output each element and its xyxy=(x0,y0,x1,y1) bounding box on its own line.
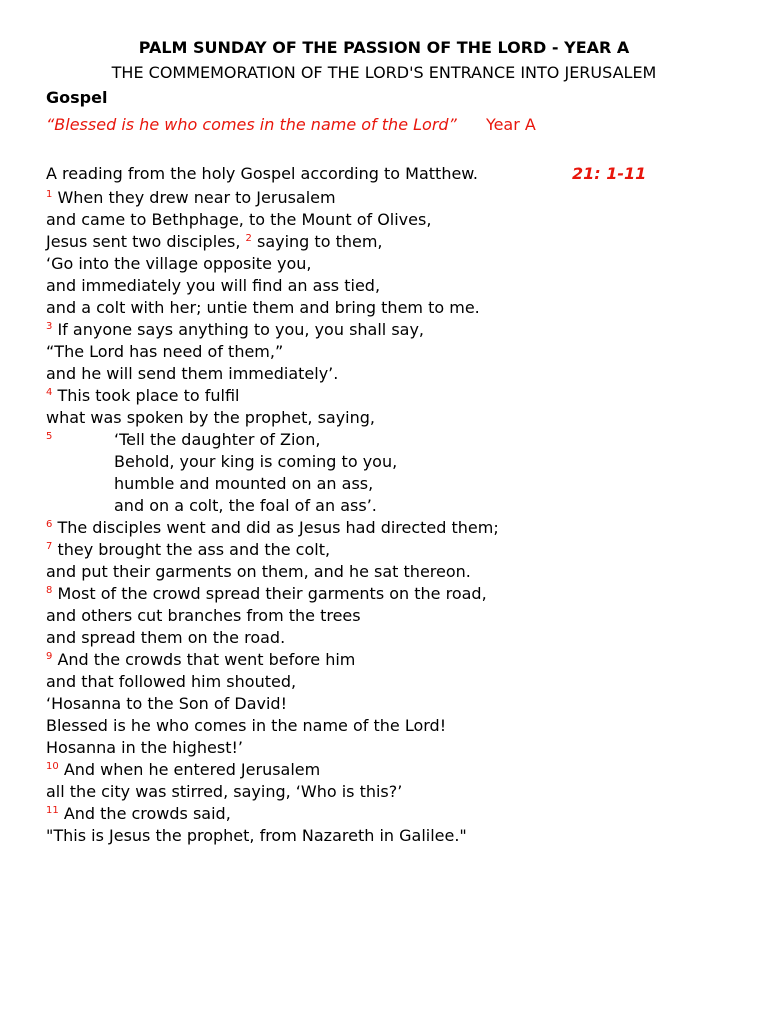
verse-number: 2 xyxy=(245,233,252,244)
verse-line: ‘Hosanna to the Son of David! xyxy=(46,694,287,713)
verse-line: humble and mounted on an ass, xyxy=(114,474,374,493)
section-label: Gospel xyxy=(46,88,108,107)
verse-line: and came to Bethphage, to the Mount of Olives, xyxy=(46,210,432,229)
verse-number: 1 xyxy=(46,189,53,200)
verse-line: “The Lord has need of them,” xyxy=(46,342,284,361)
verse-number: 5 xyxy=(46,431,53,442)
verse-line: Blessed is he who comes in the name of the Lord! xyxy=(46,716,447,735)
gospel-acclamation xyxy=(46,114,536,136)
verse-line: $^{10}$ And when he entered Jerusalem xyxy=(46,760,321,779)
verse-line: $^1$ When they drew near to Jerusalem xyxy=(46,188,336,207)
verse-number: 10 xyxy=(46,761,59,772)
verse-line: and others cut branches from the trees xyxy=(46,606,361,625)
verse-number: 6 xyxy=(46,519,53,530)
verse-line: $^5$ ‘Tell the daughter of Zion, xyxy=(46,430,321,449)
verse-line: $^6$ The disciples went and did as Jesus had directed them; xyxy=(46,518,499,537)
verse-line: and spread them on the road. xyxy=(46,628,286,647)
verse-line: $^{11}$ And the crowds said, xyxy=(46,804,231,823)
verse-number: 11 xyxy=(46,805,59,816)
verse-line: Jesus sent two disciples, $^2$ saying to them, xyxy=(46,232,383,251)
reading-intro: A reading from the holy Gospel according to Matthew. xyxy=(46,164,478,183)
verse-line: "This is Jesus the prophet, from Nazareth in Galilee." xyxy=(46,826,467,845)
verse-line: ‘Go into the village opposite you, xyxy=(46,254,312,273)
verse-line: and on a colt, the foal of an ass’. xyxy=(114,496,377,515)
acclamation-text: “Blessed is he who comes in the name of the Lord” xyxy=(46,115,457,134)
page-title: PALM SUNDAY OF THE PASSION OF THE LORD - YEAR A xyxy=(138,38,630,57)
verse-line: Behold, your king is coming to you, xyxy=(114,452,398,471)
verse-number: 3 xyxy=(46,321,53,332)
verse-line: $^7$ they brought the ass and the colt, xyxy=(46,540,331,559)
verse-line: Hosanna in the highest!’ xyxy=(46,738,243,757)
verse-line: all the city was stirred, saying, ‘Who is this?’ xyxy=(46,782,403,801)
verse-line: $^3$ If anyone says anything to you, you shall say, xyxy=(46,320,425,339)
verse-line: $^9$ And the crowds that went before him xyxy=(46,650,356,669)
verse-number: 7 xyxy=(46,541,53,552)
verse-line: and a colt with her; untie them and bring them to me. xyxy=(46,298,480,317)
acclamation-year: Year A xyxy=(485,115,536,134)
verse-number: 8 xyxy=(46,585,53,596)
verse-number: 4 xyxy=(46,387,53,398)
verse-number: 9 xyxy=(46,651,53,662)
verse-line: $^4$ This took place to fulfil xyxy=(46,386,240,405)
verse-line: and that followed him shouted, xyxy=(46,672,297,691)
verse-line: and put their garments on them, and he sat thereon. xyxy=(46,562,471,581)
verse-line: $^8$ Most of the crowd spread their garments on the road, xyxy=(46,584,487,603)
page-subtitle: THE COMMEMORATION OF THE LORD'S ENTRANCE INTO JERUSALEM xyxy=(111,63,657,82)
gospel-text xyxy=(46,187,746,847)
verse-line: what was spoken by the prophet, saying, xyxy=(46,408,375,427)
scripture-reference: 21: 1-11 xyxy=(572,164,647,183)
verse-line: and immediately you will find an ass tied, xyxy=(46,276,381,295)
verse-line: and he will send them immediately’. xyxy=(46,364,339,383)
